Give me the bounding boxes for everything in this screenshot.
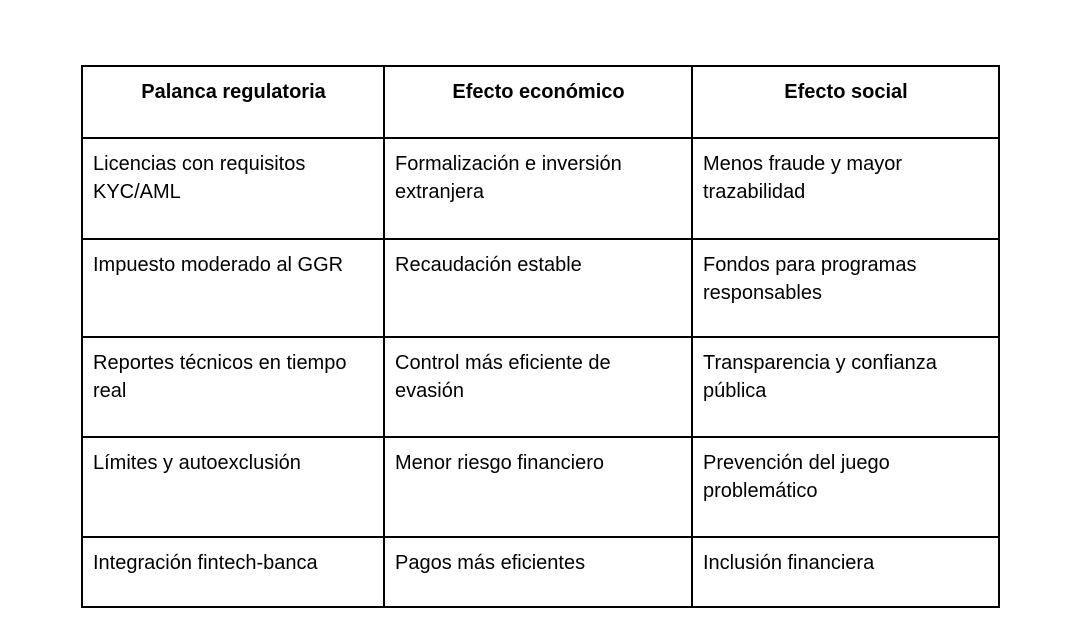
table-row xyxy=(82,537,999,607)
table-cell: Recaudación estable xyxy=(384,239,692,337)
table-cell: Formalización e inversión extranjera xyxy=(384,138,692,239)
table-row xyxy=(82,138,999,239)
table-cell: Fondos para programas responsables xyxy=(692,239,999,337)
table-cell: Límites y autoexclusión xyxy=(82,437,384,537)
table-cell: Licencias con requisitos KYC/AML xyxy=(82,138,384,239)
table-row xyxy=(82,239,999,337)
regulatory-effects-table xyxy=(81,65,1000,608)
header-cell-economic-effect: Efecto económico xyxy=(384,66,692,138)
table-cell: Reportes técnicos en tiempo real xyxy=(82,337,384,437)
table-cell: Inclusión financiera xyxy=(692,537,999,607)
table-cell: Menor riesgo financiero xyxy=(384,437,692,537)
table-cell: Menos fraude y mayor trazabilidad xyxy=(692,138,999,239)
table-cell: Impuesto moderado al GGR xyxy=(82,239,384,337)
table-cell: Control más eficiente de evasión xyxy=(384,337,692,437)
table-row xyxy=(82,337,999,437)
table-header-row xyxy=(82,66,999,138)
table-cell: Prevención del juego problemático xyxy=(692,437,999,537)
table-row xyxy=(82,437,999,537)
header-cell-regulatory-lever: Palanca regulatoria xyxy=(82,66,384,138)
table-cell: Pagos más eficientes xyxy=(384,537,692,607)
table-cell: Transparencia y confianza pública xyxy=(692,337,999,437)
header-cell-social-effect: Efecto social xyxy=(692,66,999,138)
table-cell: Integración fintech-banca xyxy=(82,537,384,607)
